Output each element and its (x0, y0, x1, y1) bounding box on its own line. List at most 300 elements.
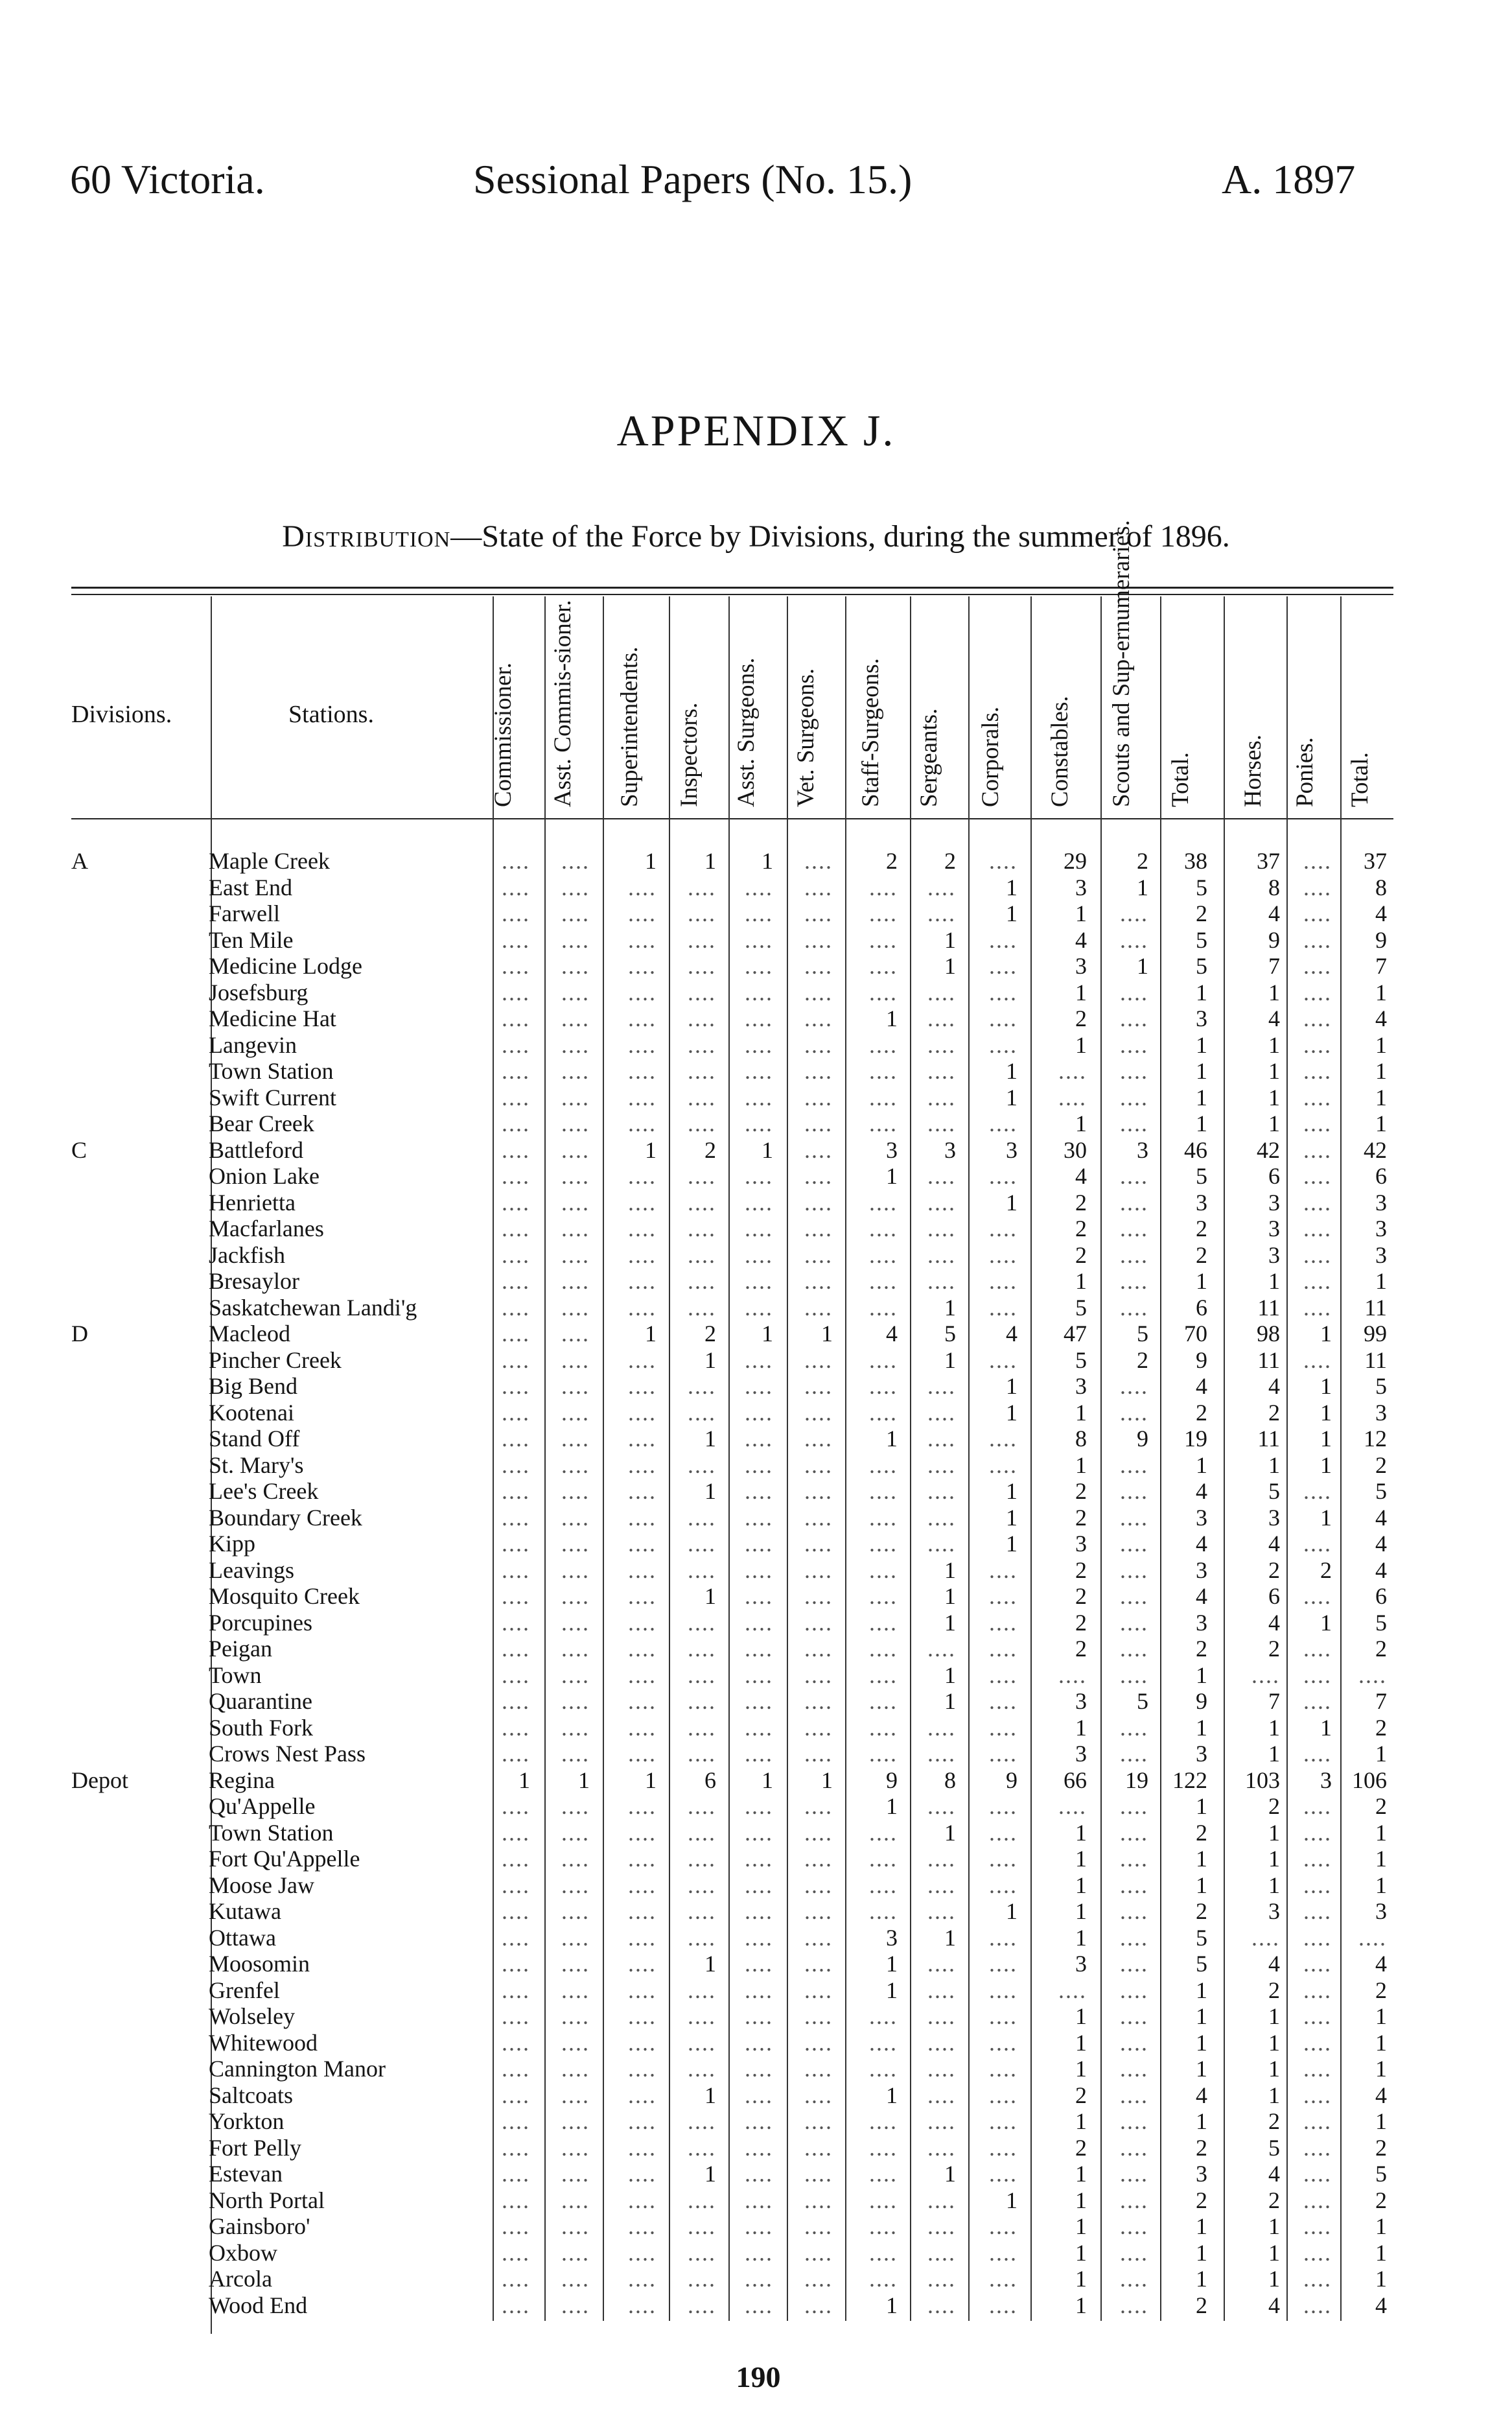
empty-cell: .... (688, 1741, 716, 1767)
empty-cell: .... (688, 1163, 716, 1189)
station-cell: Wolseley (209, 2003, 296, 2029)
table-row (0, 1951, 1512, 1977)
empty-cell: .... (688, 1031, 716, 1058)
empty-cell: .... (1303, 1898, 1332, 1924)
empty-cell: .... (502, 1504, 530, 1531)
rank-header: Superintendents. (616, 646, 643, 807)
empty-cell: .... (561, 1241, 590, 1268)
station-cell: Estevan (209, 2161, 283, 2187)
table-row (0, 1583, 1512, 1610)
empty-cell: .... (628, 2082, 657, 2108)
empty-cell: .... (561, 1846, 590, 1872)
empty-cell: .... (927, 1084, 956, 1111)
empty-cell: .... (1120, 1111, 1148, 1136)
empty-cell: .... (561, 1031, 590, 1058)
count-cell: 1 (704, 1478, 716, 1504)
empty-cell: .... (927, 874, 956, 900)
empty-cell: .... (502, 1846, 530, 1872)
count-cell: 4 (1006, 1321, 1018, 1346)
count-cell: 3 (1075, 874, 1087, 900)
count-cell: 1 (1320, 1714, 1332, 1741)
empty-cell: .... (628, 1005, 657, 1031)
count-cell: 1 (1268, 1031, 1280, 1058)
empty-cell: .... (1303, 2134, 1332, 2161)
empty-cell: .... (688, 1636, 716, 1662)
empty-cell: .... (1120, 1793, 1148, 1819)
empty-cell: .... (804, 1846, 833, 1872)
empty-cell: .... (869, 1662, 898, 1688)
empty-cell: .... (927, 1951, 956, 1977)
empty-cell: .... (804, 1819, 833, 1846)
empty-cell: .... (502, 1478, 530, 1504)
count-cell: 3 (1196, 1504, 1207, 1531)
empty-cell: .... (502, 2161, 530, 2187)
empty-cell: .... (804, 2239, 833, 2266)
count-cell: 1 (1196, 2108, 1207, 2134)
station-cell: Maple Creek (209, 848, 330, 874)
empty-cell: .... (927, 979, 956, 1005)
count-cell: 1 (1196, 1452, 1207, 1478)
count-cell: 2 (1268, 1399, 1280, 1426)
empty-cell: .... (1120, 1714, 1148, 1741)
count-cell: 5 (1137, 1321, 1148, 1346)
count-cell: 1 (1375, 2056, 1387, 2082)
empty-cell: .... (1120, 1846, 1148, 1872)
count-cell: 2 (1196, 2134, 1207, 2161)
empty-cell: .... (561, 1557, 590, 1583)
count-cell: 4 (1375, 2292, 1387, 2318)
count-cell: 3 (1375, 1216, 1387, 1241)
page-number: 190 (736, 2360, 781, 2393)
count-cell: 7 (1375, 1688, 1387, 1714)
empty-cell: .... (628, 1741, 657, 1767)
station-cell: Quarantine (209, 1688, 312, 1714)
empty-cell: .... (804, 2108, 833, 2134)
empty-cell: .... (1303, 2003, 1332, 2029)
count-cell: 8 (1075, 1426, 1087, 1452)
count-cell: 5 (944, 1321, 956, 1346)
empty-cell: .... (628, 1557, 657, 1583)
count-cell: 2 (1268, 1636, 1280, 1662)
header-bottom-rule (71, 818, 1393, 819)
empty-cell: .... (628, 1216, 657, 1241)
empty-cell: .... (869, 1241, 898, 1268)
empty-cell: .... (989, 1977, 1018, 2003)
empty-cell: .... (688, 2213, 716, 2239)
empty-cell: .... (745, 1058, 773, 1084)
empty-cell: .... (1303, 1268, 1332, 1294)
count-cell: 3 (1196, 1741, 1207, 1767)
count-cell: 4 (1196, 1478, 1207, 1504)
empty-cell: .... (745, 2266, 773, 2292)
empty-cell: .... (561, 2213, 590, 2239)
count-cell: 1 (1075, 1898, 1087, 1924)
empty-cell: .... (561, 1452, 590, 1478)
count-cell: 11 (1364, 1346, 1387, 1373)
empty-cell: .... (502, 1241, 530, 1268)
count-cell: 3 (1137, 1136, 1148, 1163)
count-cell: 1 (1075, 1714, 1087, 1741)
empty-cell: .... (502, 1163, 530, 1189)
count-cell: 12 (1364, 1426, 1387, 1452)
empty-cell: .... (1303, 1478, 1332, 1504)
table-row (0, 1163, 1512, 1190)
empty-cell: .... (927, 1977, 956, 2003)
count-cell: 3 (1196, 2161, 1207, 2187)
station-cell: Ten Mile (209, 926, 294, 953)
empty-cell: .... (502, 2239, 530, 2266)
count-cell: 106 (1352, 1767, 1387, 1793)
empty-cell: .... (1120, 1216, 1148, 1241)
count-cell: 3 (1320, 1767, 1332, 1793)
empty-cell: .... (561, 926, 590, 953)
count-cell: 1 (1375, 2029, 1387, 2056)
rank-header: Asst. Commis-sioner. (550, 600, 576, 807)
empty-cell: .... (869, 1478, 898, 1504)
count-cell: 4 (1375, 2082, 1387, 2108)
station-cell: Oxbow (209, 2239, 277, 2266)
station-cell: Moose Jaw (209, 1872, 314, 1898)
empty-cell: .... (628, 2134, 657, 2161)
count-cell: 1 (1320, 1452, 1332, 1478)
count-cell: 4 (1375, 1005, 1387, 1031)
empty-cell: .... (745, 2134, 773, 2161)
table-row (0, 1767, 1512, 1794)
station-cell: Saskatchewan Landi'g (209, 1294, 417, 1321)
header-stations: Stations. (288, 701, 374, 728)
empty-cell: .... (745, 1872, 773, 1898)
empty-cell: .... (1251, 1662, 1280, 1688)
count-cell: 1 (1196, 1714, 1207, 1741)
count-cell: 1 (1196, 2056, 1207, 2082)
empty-cell: .... (869, 1636, 898, 1662)
count-cell: 1 (1075, 1268, 1087, 1294)
count-cell: 1 (1196, 1111, 1207, 1136)
station-cell: Medicine Lodge (209, 953, 362, 979)
count-cell: 5 (1196, 1951, 1207, 1977)
table-row (0, 1216, 1512, 1242)
empty-cell: .... (927, 1111, 956, 1136)
empty-cell: .... (688, 1898, 716, 1924)
empty-cell: .... (1303, 953, 1332, 979)
empty-cell: .... (989, 1793, 1018, 1819)
header-divisions: Divisions. (71, 701, 172, 728)
count-cell: 3 (1196, 1557, 1207, 1583)
count-cell: 2 (1196, 1636, 1207, 1662)
empty-cell: .... (561, 1583, 590, 1609)
empty-cell: .... (1303, 1241, 1332, 1268)
count-cell: 30 (1064, 1136, 1087, 1163)
count-cell: 1 (944, 1583, 956, 1609)
rank-header: Commissioner. (490, 662, 517, 807)
empty-cell: .... (1120, 2082, 1148, 2108)
count-cell: 6 (704, 1767, 716, 1793)
empty-cell: .... (561, 1478, 590, 1504)
empty-cell: .... (804, 1714, 833, 1741)
empty-cell: .... (989, 1005, 1018, 1031)
empty-cell: .... (745, 1111, 773, 1136)
empty-cell: .... (1358, 1662, 1387, 1688)
empty-cell: .... (804, 1058, 833, 1084)
empty-cell: .... (628, 1399, 657, 1426)
count-cell: 1 (886, 2292, 898, 2318)
table-row (0, 1400, 1512, 1426)
empty-cell: .... (1303, 2108, 1332, 2134)
empty-cell: .... (1058, 1084, 1087, 1111)
empty-cell: .... (688, 1058, 716, 1084)
count-cell: 2 (1075, 2082, 1087, 2108)
empty-cell: .... (561, 2292, 590, 2318)
count-cell: 5 (1268, 1478, 1280, 1504)
empty-cell: .... (502, 1216, 530, 1241)
count-cell: 5 (1196, 874, 1207, 900)
count-cell: 6 (1268, 1583, 1280, 1609)
count-cell: 2 (1375, 1636, 1387, 1662)
rank-header: Inspectors. (676, 702, 703, 807)
empty-cell: .... (869, 1898, 898, 1924)
empty-cell: .... (502, 1111, 530, 1136)
empty-cell: .... (1120, 1031, 1148, 1058)
count-cell: 1 (1006, 1189, 1018, 1216)
empty-cell: .... (745, 1531, 773, 1557)
rank-header: Sergeants. (916, 708, 942, 807)
empty-cell: .... (745, 1557, 773, 1583)
empty-cell: .... (1303, 1793, 1332, 1819)
empty-cell: .... (869, 1846, 898, 1872)
station-cell: Macfarlanes (209, 1216, 324, 1241)
count-cell: 1 (1320, 1399, 1332, 1426)
empty-cell: .... (628, 2108, 657, 2134)
table-row (0, 2292, 1512, 2319)
count-cell: 66 (1064, 1767, 1087, 1793)
empty-cell: .... (1120, 1452, 1148, 1478)
empty-cell: .... (989, 2082, 1018, 2108)
empty-cell: .... (927, 1636, 956, 1662)
count-cell: 1 (1268, 1452, 1280, 1478)
empty-cell: .... (1120, 1294, 1148, 1321)
count-cell: 5 (1196, 926, 1207, 953)
empty-cell: .... (745, 979, 773, 1005)
table-row (0, 953, 1512, 980)
count-cell: 2 (1075, 1478, 1087, 1504)
count-cell: 1 (1196, 1977, 1207, 2003)
empty-cell: .... (927, 1741, 956, 1767)
table-row (0, 1321, 1512, 1347)
empty-cell: .... (561, 1741, 590, 1767)
count-cell: 1 (1075, 1399, 1087, 1426)
count-cell: 2 (1375, 1452, 1387, 1478)
empty-cell: .... (561, 1898, 590, 1924)
table-row (0, 1688, 1512, 1715)
empty-cell: .... (989, 1951, 1018, 1977)
table-row (0, 1268, 1512, 1295)
empty-cell: .... (1120, 2003, 1148, 2029)
empty-cell: .... (927, 1846, 956, 1872)
empty-cell: .... (688, 926, 716, 953)
empty-cell: .... (989, 1846, 1018, 1872)
empty-cell: .... (1303, 1583, 1332, 1609)
station-cell: Jackfish (209, 1241, 285, 1268)
empty-cell: .... (1303, 1031, 1332, 1058)
empty-cell: .... (561, 1111, 590, 1136)
table-row (0, 1452, 1512, 1479)
empty-cell: .... (989, 1609, 1018, 1636)
empty-cell: .... (1120, 1609, 1148, 1636)
empty-cell: .... (688, 1189, 716, 1216)
empty-cell: .... (561, 979, 590, 1005)
empty-cell: .... (628, 1662, 657, 1688)
count-cell: 1 (944, 1819, 956, 1846)
count-cell: 1 (1006, 1399, 1018, 1426)
empty-cell: .... (804, 1111, 833, 1136)
empty-cell: .... (927, 1872, 956, 1898)
count-cell: 7 (1268, 953, 1280, 979)
empty-cell: .... (502, 2213, 530, 2239)
empty-cell: .... (869, 1714, 898, 1741)
empty-cell: .... (1058, 1662, 1087, 1688)
empty-cell: .... (628, 2187, 657, 2213)
count-cell: 1 (645, 1767, 657, 1793)
count-cell: 1 (1268, 1741, 1280, 1767)
empty-cell: .... (628, 2213, 657, 2239)
count-cell: 19 (1125, 1767, 1148, 1793)
empty-cell: .... (502, 1294, 530, 1321)
empty-cell: .... (804, 1268, 833, 1294)
empty-cell: .... (628, 1609, 657, 1636)
station-cell: Town Station (209, 1058, 334, 1084)
empty-cell: .... (1303, 2082, 1332, 2108)
empty-cell: .... (688, 1819, 716, 1846)
count-cell: 1 (762, 1767, 773, 1793)
count-cell: 1 (578, 1767, 590, 1793)
empty-cell: .... (1303, 2187, 1332, 2213)
empty-cell: .... (927, 1058, 956, 1084)
empty-cell: .... (561, 1609, 590, 1636)
empty-cell: .... (745, 1846, 773, 1872)
empty-cell: .... (688, 1924, 716, 1951)
empty-cell: .... (1120, 1399, 1148, 1426)
count-cell: 3 (1196, 1005, 1207, 1031)
empty-cell: .... (1120, 1951, 1148, 1977)
empty-cell: .... (869, 2003, 898, 2029)
empty-cell: .... (502, 1898, 530, 1924)
count-cell: 4 (1196, 1373, 1207, 1399)
rank-header: Scouts and Sup-ernumeraries. (1108, 520, 1135, 807)
empty-cell: .... (989, 1714, 1018, 1741)
count-cell: 1 (1375, 1084, 1387, 1111)
empty-cell: .... (989, 2056, 1018, 2082)
count-cell: 1 (1196, 1058, 1207, 1084)
empty-cell: .... (869, 2187, 898, 2213)
count-cell: 1 (1268, 1268, 1280, 1294)
empty-cell: .... (989, 1346, 1018, 1373)
empty-cell: .... (1303, 2239, 1332, 2266)
count-cell: 1 (1196, 1793, 1207, 1819)
empty-cell: .... (561, 1426, 590, 1452)
empty-cell: .... (502, 2266, 530, 2292)
table-row (0, 1242, 1512, 1269)
station-cell: Mosquito Creek (209, 1583, 360, 1609)
table-row (0, 1662, 1512, 1689)
empty-cell: .... (869, 900, 898, 926)
empty-cell: .... (561, 1531, 590, 1557)
empty-cell: .... (688, 1557, 716, 1583)
empty-cell: .... (989, 1636, 1018, 1662)
empty-cell: .... (561, 848, 590, 874)
empty-cell: .... (1303, 900, 1332, 926)
count-cell: 2 (1075, 1216, 1087, 1241)
empty-cell: .... (869, 1583, 898, 1609)
count-cell: 6 (1196, 1294, 1207, 1321)
empty-cell: .... (1058, 1058, 1087, 1084)
count-cell: 1 (1375, 2108, 1387, 2134)
empty-cell: .... (502, 1005, 530, 1031)
count-cell: 1 (1006, 1373, 1018, 1399)
empty-cell: .... (1120, 2187, 1148, 2213)
empty-cell: .... (989, 1241, 1018, 1268)
empty-cell: .... (628, 1951, 657, 1977)
empty-cell: .... (745, 1426, 773, 1452)
empty-cell: .... (1303, 1531, 1332, 1557)
count-cell: 1 (1268, 2003, 1280, 2029)
table-row (0, 980, 1512, 1006)
empty-cell: .... (989, 2029, 1018, 2056)
table-row (0, 1373, 1512, 1400)
count-cell: 103 (1245, 1767, 1280, 1793)
count-cell: 1 (1075, 2187, 1087, 2213)
count-cell: 1 (944, 2161, 956, 2187)
empty-cell: .... (561, 1819, 590, 1846)
count-cell: 2 (1375, 1714, 1387, 1741)
empty-cell: .... (1303, 1872, 1332, 1898)
empty-cell: .... (502, 2134, 530, 2161)
station-cell: Whitewood (209, 2029, 318, 2056)
empty-cell: .... (989, 2134, 1018, 2161)
station-cell: Bresaylor (209, 1268, 299, 1294)
count-cell: 4 (1375, 1557, 1387, 1583)
empty-cell: .... (989, 1294, 1018, 1321)
table-row (0, 1977, 1512, 2004)
count-cell: 4 (1375, 1531, 1387, 1557)
empty-cell: .... (1120, 1504, 1148, 1531)
table-row (0, 1190, 1512, 1216)
count-cell: 11 (1257, 1294, 1280, 1321)
empty-cell: .... (989, 1426, 1018, 1452)
count-cell: 3 (1196, 1189, 1207, 1216)
empty-cell: .... (1120, 1189, 1148, 1216)
station-cell: Pincher Creek (209, 1346, 342, 1373)
empty-cell: .... (745, 1662, 773, 1688)
empty-cell: .... (688, 2108, 716, 2134)
table-row (0, 927, 1512, 954)
empty-cell: .... (502, 1399, 530, 1426)
empty-cell: .... (502, 1793, 530, 1819)
empty-cell: .... (688, 2266, 716, 2292)
table-row (0, 2213, 1512, 2240)
empty-cell: .... (989, 2003, 1018, 2029)
station-cell: Arcola (209, 2266, 272, 2292)
count-cell: 2 (1375, 2187, 1387, 2213)
count-cell: 1 (1075, 2266, 1087, 2292)
table-row (0, 1426, 1512, 1452)
station-cell: Battleford (209, 1136, 303, 1163)
empty-cell: .... (869, 2056, 898, 2082)
empty-cell: .... (628, 1478, 657, 1504)
count-cell: 1 (762, 848, 773, 874)
count-cell: 1 (1196, 2003, 1207, 2029)
empty-cell: .... (628, 1058, 657, 1084)
count-cell: 2 (1196, 2187, 1207, 2213)
